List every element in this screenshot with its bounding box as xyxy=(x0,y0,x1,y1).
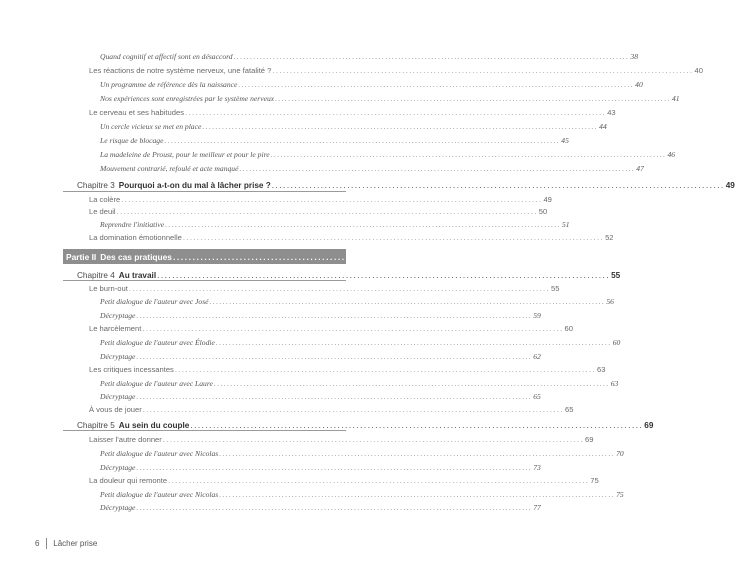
subsection-entry xyxy=(100,379,619,391)
subsection-entry xyxy=(100,490,624,502)
entry-page-number: 38 xyxy=(630,52,638,61)
entry-label: Décryptage xyxy=(100,352,136,361)
subsection-entry xyxy=(100,392,541,404)
subsection-entry xyxy=(100,122,607,134)
part-page-number: 53 xyxy=(645,251,655,262)
entry-label: La madeleine de Proust, pour le meilleur et pour le pire xyxy=(100,150,270,159)
entry-label: Décryptage xyxy=(100,311,136,320)
entry-page-number: 47 xyxy=(636,164,644,173)
entry-label xyxy=(77,421,189,430)
entry-page-number: 41 xyxy=(671,94,680,103)
subsection-entry xyxy=(100,52,638,64)
section-entry xyxy=(89,365,606,377)
entry-label: La domination émotionnelle xyxy=(89,233,182,242)
leader-dots: ........................................................................................................................ xyxy=(182,233,605,242)
entry-label: Quand cognitif et affectif sont en désaccord xyxy=(100,52,233,61)
subsection-entry xyxy=(100,220,570,232)
leader-dots: ........................................................................................................................ xyxy=(215,338,612,347)
leader-dots: ........................................................................................................................ xyxy=(162,435,584,444)
entry-label: Nos expériences sont enregistrées par le système nerveux xyxy=(100,94,275,103)
entry-page-number: 60 xyxy=(564,324,573,333)
entry-page-number: 55 xyxy=(611,271,621,280)
chapter-prefix: Chapitre 5 xyxy=(77,421,115,430)
entry-label: Petit dialogue de l'auteur avec Laure xyxy=(100,379,213,388)
entry-page-number: 69 xyxy=(644,421,654,430)
part-heading xyxy=(63,249,655,264)
chapter-prefix: Chapitre 3 xyxy=(77,181,115,190)
leader-dots: ........................................................................................................................ xyxy=(202,122,599,131)
entry-label: Mouvement contrarié, refoulé et acte manqué xyxy=(100,164,239,173)
leader-dots: ........................................................................................................................ xyxy=(116,207,538,216)
entry-label: La douleur qui remonte xyxy=(89,476,168,485)
entry-page-number: 55 xyxy=(551,284,560,293)
entry-page-number: 70 xyxy=(616,449,624,458)
section-entry xyxy=(89,405,574,417)
entry-page-number: 49 xyxy=(543,195,552,204)
section-entry xyxy=(89,195,552,207)
subsection-entry xyxy=(100,94,680,106)
entry-label: Reprendre l'initiative xyxy=(100,220,165,229)
entry-label: Petit dialogue de l'auteur avec Nicolas xyxy=(100,449,219,458)
entry-page-number: 51 xyxy=(561,220,570,229)
entry-page-number: 50 xyxy=(538,207,548,216)
entry-label: Les réactions de notre système nerveux, une fatalité ? xyxy=(89,66,272,75)
subsection-entry xyxy=(100,503,541,515)
entry-label: Un programme de référence dès la naissance xyxy=(100,80,238,89)
leader-dots: ........................................................................................................................ xyxy=(121,195,543,204)
entry-page-number: 56 xyxy=(606,297,614,306)
entry-label: Le cerveau et ses habitudes xyxy=(89,108,184,117)
footer-book-title: Lâcher prise xyxy=(53,539,98,548)
entry-label: Décryptage xyxy=(100,503,136,512)
entry-page-number: 46 xyxy=(667,150,676,159)
chapter-prefix: Chapitre 4 xyxy=(77,271,115,280)
entry-page-number: 44 xyxy=(599,122,607,131)
section-entry xyxy=(89,476,599,488)
leader-dots: ........................................................................................................................ xyxy=(136,311,533,320)
entry-page-number: 75 xyxy=(616,490,624,499)
leader-dots: ........................................................................................................................ xyxy=(275,94,671,103)
footer-divider xyxy=(46,538,47,549)
subsection-entry xyxy=(100,449,624,461)
leader-dots: ........................................................................................................................ xyxy=(136,503,533,512)
entry-label xyxy=(77,181,271,190)
leader-dots: ........................................................................................................................ xyxy=(190,421,644,430)
entry-page-number: 77 xyxy=(533,503,541,512)
entry-page-number: 69 xyxy=(584,435,594,444)
entry-page-number: 45 xyxy=(561,136,569,145)
leader-dots: ........................................................................................................................ xyxy=(165,220,561,229)
entry-label: Petit dialogue de l'auteur avec Élodie xyxy=(100,338,215,347)
entry-label: La colère xyxy=(89,195,121,204)
leader-dots: ........................................................................................................................ xyxy=(136,392,533,401)
section-entry xyxy=(89,435,594,447)
footer-page-number: 6 xyxy=(35,539,40,548)
leader-dots: ........................................................................................................................ xyxy=(136,463,533,472)
entry-page-number: 43 xyxy=(607,108,616,117)
subsection-entry xyxy=(100,164,644,176)
entry-label: Décryptage xyxy=(100,392,136,401)
leader-dots: ........................................................................................................................ xyxy=(142,405,564,414)
part-leader-dots: ........................................................................................................................ xyxy=(172,251,645,262)
entry-label: Le harcèlement xyxy=(89,324,142,333)
entry-label: Un cercle vicieux se met en place xyxy=(100,122,202,131)
entry-page-number: 40 xyxy=(694,66,703,75)
subsection-entry xyxy=(100,80,643,92)
entry-page-number: 75 xyxy=(590,476,599,485)
entry-page-number: 52 xyxy=(605,233,614,242)
leader-dots: ........................................................................................................................ xyxy=(233,52,630,61)
entry-page-number: 65 xyxy=(533,392,541,401)
entry-page-number: 62 xyxy=(533,352,541,361)
section-entry xyxy=(89,66,703,78)
chapter-entry xyxy=(77,421,654,433)
subsection-entry xyxy=(100,136,569,148)
leader-dots: ........................................................................................................................ xyxy=(209,297,606,306)
part-title: Des cas pratiques xyxy=(100,251,172,262)
entry-page-number: 73 xyxy=(533,463,541,472)
entry-page-number: 63 xyxy=(597,365,606,374)
leader-dots: ........................................................................................................................ xyxy=(272,66,694,75)
chapter-title: Au sein du couple xyxy=(118,421,190,430)
entry-page-number: 49 xyxy=(725,181,735,190)
subsection-entry xyxy=(100,352,541,364)
entry-page-number: 40 xyxy=(635,80,643,89)
leader-dots: ........................................................................................................................ xyxy=(239,164,636,173)
leader-dots: ........................................................................................................................ xyxy=(238,80,635,89)
leader-dots: ........................................................................................................................ xyxy=(271,181,725,190)
entry-label: Les critiques incessantes xyxy=(89,365,174,374)
entry-label: Le deuil xyxy=(89,207,116,216)
section-entry xyxy=(89,207,548,219)
leader-dots: ........................................................................................................................ xyxy=(219,449,616,458)
section-entry xyxy=(89,284,560,296)
chapter-title: Pourquoi a-t-on du mal à lâcher prise ? xyxy=(118,181,271,190)
chapter-rule xyxy=(63,280,346,281)
subsection-entry xyxy=(100,463,541,475)
section-entry xyxy=(89,233,614,245)
entry-page-number: 63 xyxy=(610,379,619,388)
entry-label: À vous de jouer xyxy=(89,405,142,414)
entry-page-number: 60 xyxy=(612,338,621,347)
leader-dots: ........................................................................................................................ xyxy=(174,365,597,374)
chapter-rule xyxy=(63,430,346,431)
entry-label xyxy=(77,271,156,280)
leader-dots: ........................................................................................................................ xyxy=(168,476,590,485)
subsection-entry xyxy=(100,338,621,350)
leader-dots: ........................................................................................................................ xyxy=(164,136,561,145)
subsection-entry xyxy=(100,311,541,323)
leader-dots: ........................................................................................................................ xyxy=(213,379,610,388)
entry-label: Le burn-out xyxy=(89,284,128,293)
leader-dots: ........................................................................................................................ xyxy=(157,271,611,280)
subsection-entry xyxy=(100,297,614,309)
entry-label: Le risque de blocage xyxy=(100,136,164,145)
leader-dots: ........................................................................................................................ xyxy=(128,284,551,293)
part-prefix: Partie II xyxy=(66,251,97,262)
leader-dots: ........................................................................................................................ xyxy=(270,150,667,159)
leader-dots: ........................................................................................................................ xyxy=(185,108,607,117)
leader-dots: ........................................................................................................................ xyxy=(136,352,533,361)
leader-dots: ........................................................................................................................ xyxy=(219,490,616,499)
page-footer xyxy=(35,538,97,549)
entry-page-number: 59 xyxy=(533,311,541,320)
subsection-entry xyxy=(100,150,676,162)
leader-dots: ........................................................................................................................ xyxy=(142,324,564,333)
entry-page-number: 65 xyxy=(564,405,574,414)
entry-label: Petit dialogue de l'auteur avec Nicolas xyxy=(100,490,219,499)
section-entry xyxy=(89,108,616,120)
chapter-rule xyxy=(63,191,346,192)
chapter-title: Au travail xyxy=(118,271,157,280)
entry-label: Laisser l'autre donner xyxy=(89,435,162,444)
chapter-entry xyxy=(77,271,621,283)
entry-label: Décryptage xyxy=(100,463,136,472)
entry-label: Petit dialogue de l'auteur avec José xyxy=(100,297,209,306)
section-entry xyxy=(89,324,573,336)
